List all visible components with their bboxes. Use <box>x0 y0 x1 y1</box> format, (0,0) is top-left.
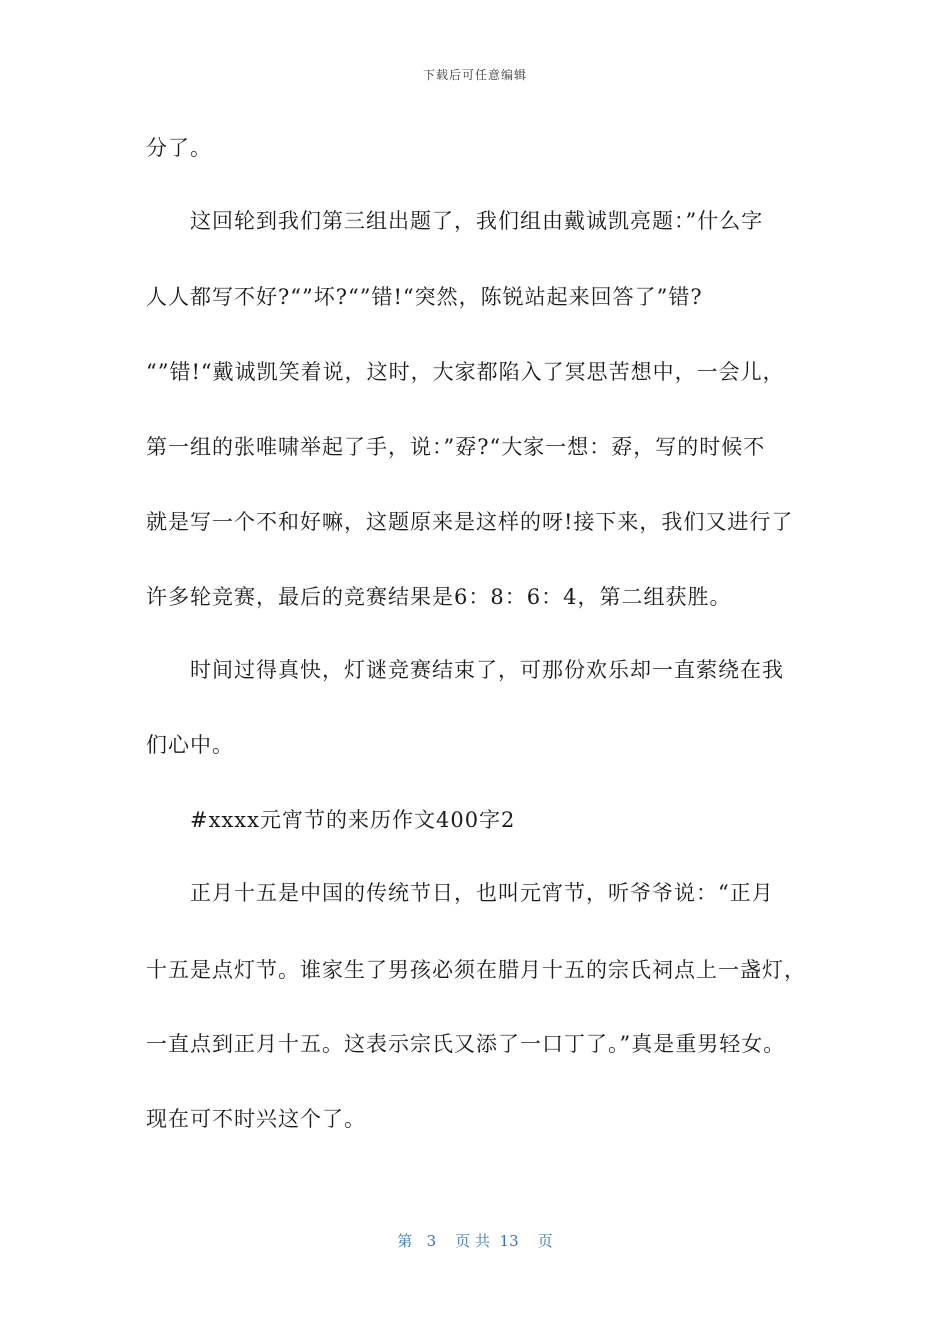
paragraph-line: 时间过得真快，灯谜竞赛结束了，可那份欢乐却一直萦绕在我 <box>190 658 784 682</box>
paragraph-line: 分了。 <box>146 136 212 160</box>
page-number-footer: 第 3 页 共 13 页 <box>397 1232 553 1250</box>
paragraph-line: 十五是点灯节。谁家生了男孩必须在腊月十五的宗氏祠点上一盏灯， <box>146 958 806 982</box>
paragraph-line: 正月十五是中国的传统节日，也叫元宵节，听爷爷说：“正月 <box>190 881 774 905</box>
paragraph-line: 们心中。 <box>146 733 234 757</box>
paragraph-line: 现在可不时兴这个了。 <box>146 1107 366 1131</box>
paragraph-line: 许多轮竞赛，最后的竞赛结果是6：8：6：4，第二组获胜。 <box>146 585 732 609</box>
paragraph-line: 这回轮到我们第三组出题了，我们组由戴诚凯亮题：”什么字 <box>190 209 764 233</box>
paragraph-line: 第一组的张唯啸举起了手，说：”孬?“大家一想：孬，写的时候不 <box>146 435 766 459</box>
section-heading: #xxxx元宵节的来历作文400字2 <box>190 808 516 832</box>
page-header-note: 下载后可任意编辑 <box>422 68 527 82</box>
paragraph-line: 就是写一个不和好嘛，这题原来是这样的呀!接下来，我们又进行了 <box>146 510 794 534</box>
paragraph-line: 一直点到正月十五。这表示宗氏又添了一口丁了。”真是重男轻女。 <box>146 1032 786 1056</box>
paragraph-line: 人人都写不好?“”坏?“”错!“突然，陈锐站起来回答了”错? <box>146 285 703 309</box>
paragraph-line: “”错!“戴诚凯笑着说，这时，大家都陷入了冥思苦想中，一会儿， <box>146 360 785 384</box>
